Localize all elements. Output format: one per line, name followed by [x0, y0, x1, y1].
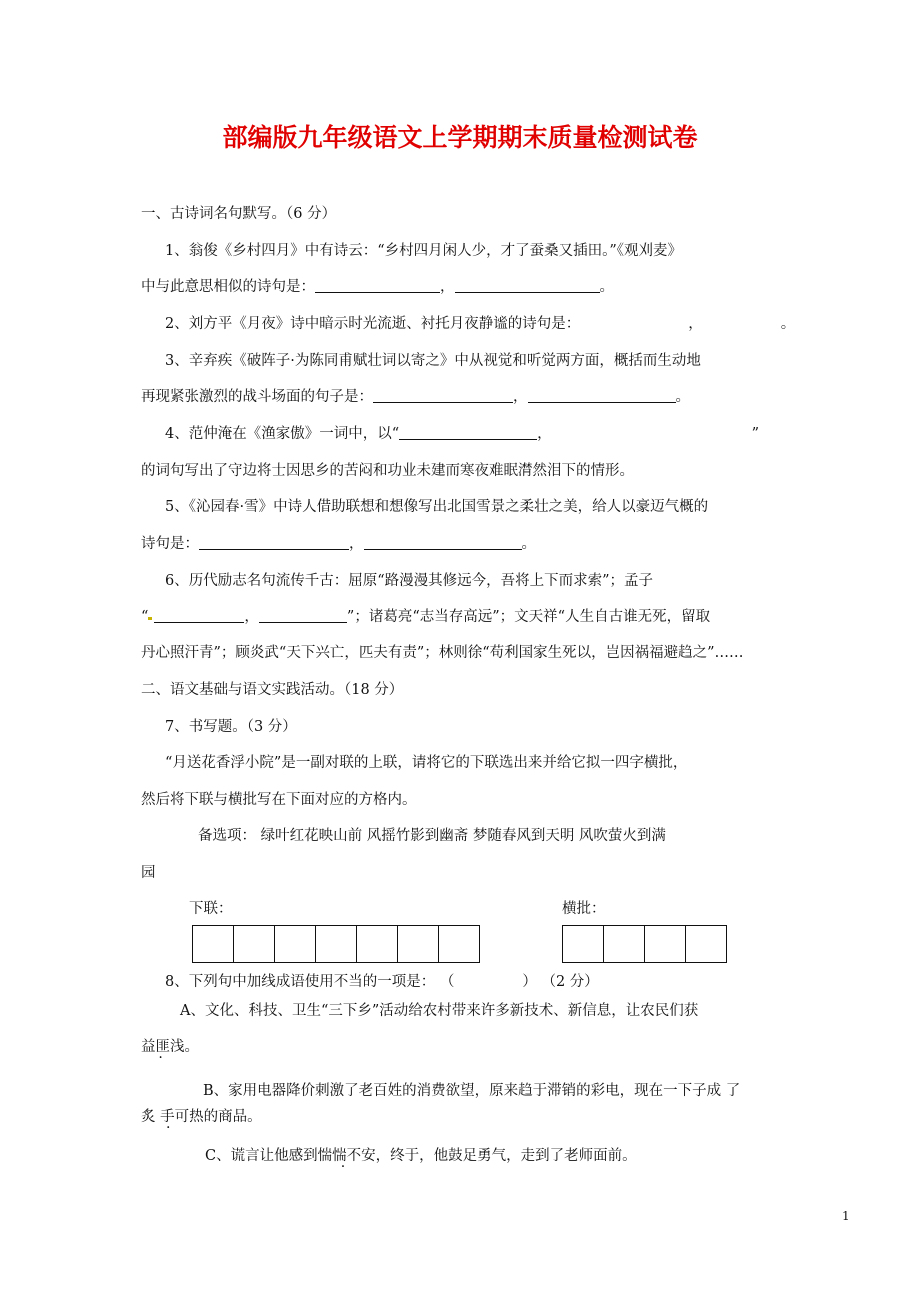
- hengpi-grid: [562, 925, 727, 963]
- hengpi-box[interactable]: [686, 926, 726, 962]
- xialian-box[interactable]: [275, 926, 316, 962]
- q5-answer-blank-2[interactable]: [364, 535, 522, 550]
- q1-answer-blank-1[interactable]: [315, 278, 440, 293]
- q3-line-1: 3、辛弃疾《破阵子·为陈同甫赋壮词以寄之》中从视觉和听觉两方面，概括而生动地: [165, 353, 701, 369]
- q3-line-2: 再现紧张激烈的战斗场面的句子是： ， 。: [141, 389, 690, 405]
- q3-prompt: 再现紧张激烈的战斗场面的句子是：: [141, 389, 373, 405]
- q2-line: 2、刘方平《月夜》诗中暗示时光流逝、衬托月夜静谧的诗句是： ， 。: [165, 316, 796, 332]
- q8-c-idiom: 惴惴不安: [317, 1148, 376, 1164]
- xialian-box[interactable]: [439, 926, 479, 962]
- q6-line-3: 丹心照汗青”；顾炎武“天下兴亡，匹夫有责”；林则徐“苟利国家生死以，岂因祸福避趋之”……: [141, 645, 744, 661]
- q3-answer-blank-1[interactable]: [373, 388, 513, 403]
- xialian-label: 下联：: [189, 901, 233, 917]
- xialian-grid: [192, 925, 480, 963]
- q4-line-2: 的词句写出了守边将士因思乡的苦闷和功业未建而寒夜难眠潸然泪下的情形。: [141, 463, 634, 479]
- q7-line-1: “月送花香浮小院”是一副对联的上联，请将它的下联选出来并给它拟一四字横批，: [165, 755, 688, 771]
- q4-prompt: 4、范仲淹在《渔家傲》一词中，以“: [165, 426, 400, 442]
- q1-line-2: 中与此意思相似的诗句是： ， 。: [141, 279, 614, 295]
- q6-answer-blank-2[interactable]: [259, 608, 347, 623]
- hengpi-box[interactable]: [645, 926, 686, 962]
- section-2-heading: 二、语文基础与语文实践活动。（18 分）: [141, 682, 404, 698]
- q7-heading: 7、书写题。（3 分）: [165, 719, 297, 735]
- section-1-heading: 一、古诗词名句默写。（6 分）: [141, 206, 337, 222]
- q4-answer-blank-1[interactable]: [399, 425, 537, 440]
- q1-prompt: 中与此意思相似的诗句是：: [141, 279, 315, 295]
- page-number: 1: [842, 1209, 850, 1223]
- q5-prompt: 诗句是：: [141, 536, 199, 552]
- q8-option-b-line-1: B、家用电器降价刺激了老百姓的消费欲望，原来趋于滞销的彩电，现在一下子成 了: [203, 1083, 741, 1099]
- q8-option-c: C、谎言让他感到惴惴不安，终于，他鼓足勇气，走到了老师面前。: [205, 1148, 637, 1164]
- highlight-mark: [148, 617, 152, 620]
- q8-heading: 8、下列句中加线成语使用不当的一项是： （ ） （2 分）: [165, 974, 599, 990]
- q1-answer-blank-2[interactable]: [455, 278, 600, 293]
- q2-prompt: 2、刘方平《月夜》诗中暗示时光流逝、衬托月夜静谧的诗句是：: [165, 316, 581, 332]
- q7-options-wrap: 园: [141, 865, 156, 881]
- q7-options: 备选项： 绿叶红花映山前 风摇竹影到幽斋 梦随春风到天明 风吹萤火到满: [198, 828, 666, 844]
- xialian-box[interactable]: [398, 926, 439, 962]
- q7-line-2: 然后将下联与横批写在下面对应的方格内。: [141, 792, 417, 808]
- page-title: 部编版九年级语文上学期期末质量检测试卷: [222, 123, 698, 152]
- q5-line-2: 诗句是： ， 。: [141, 536, 536, 552]
- q8-option-a-line-1: A、文化、科技、卫生“三下乡”活动给农村带来许多新技术、新信息，让农民们获: [180, 1003, 699, 1019]
- q5-answer-blank-1[interactable]: [199, 535, 349, 550]
- q8-b-idiom: 炙 手可热 .: [141, 1109, 204, 1125]
- q6-line-1: 6、历代励志名句流传千古：屈原“路漫漫其修远今，吾将上下而求索”；孟子: [165, 573, 654, 589]
- q5-line-1: 5、《沁园春·雪》中诗人借助联想和想像写出北国雪景之柔壮之美，给人以豪迈气概的: [165, 499, 709, 515]
- q8-option-a-line-2: 益匪浅。: [141, 1039, 199, 1055]
- hengpi-box[interactable]: [563, 926, 604, 962]
- xialian-box[interactable]: [193, 926, 234, 962]
- q4-line-1: 4、范仲淹在《渔家傲》一词中，以“ ， ”: [165, 426, 760, 442]
- hengpi-box[interactable]: [604, 926, 645, 962]
- q6-answer-blank-1[interactable]: [154, 608, 244, 623]
- q6-line-2: “ ， ”；诸葛亮“志当存高远”；文天祥“人生自古谁无死，留取: [141, 609, 711, 625]
- xialian-box[interactable]: [234, 926, 275, 962]
- xialian-box[interactable]: [357, 926, 398, 962]
- q8-option-b-line-2: 炙 手可热 .的商品。: [141, 1107, 262, 1127]
- xialian-box[interactable]: [316, 926, 357, 962]
- hengpi-label: 横批：: [562, 901, 606, 917]
- q3-answer-blank-2[interactable]: [528, 388, 676, 403]
- q8-a-idiom: 益匪浅: [141, 1039, 185, 1055]
- q1-line-1: 1、翁俊《乡村四月》中有诗云：“乡村四月闲人少，才了蚕桑又插田。”《观刈麦》: [165, 243, 683, 259]
